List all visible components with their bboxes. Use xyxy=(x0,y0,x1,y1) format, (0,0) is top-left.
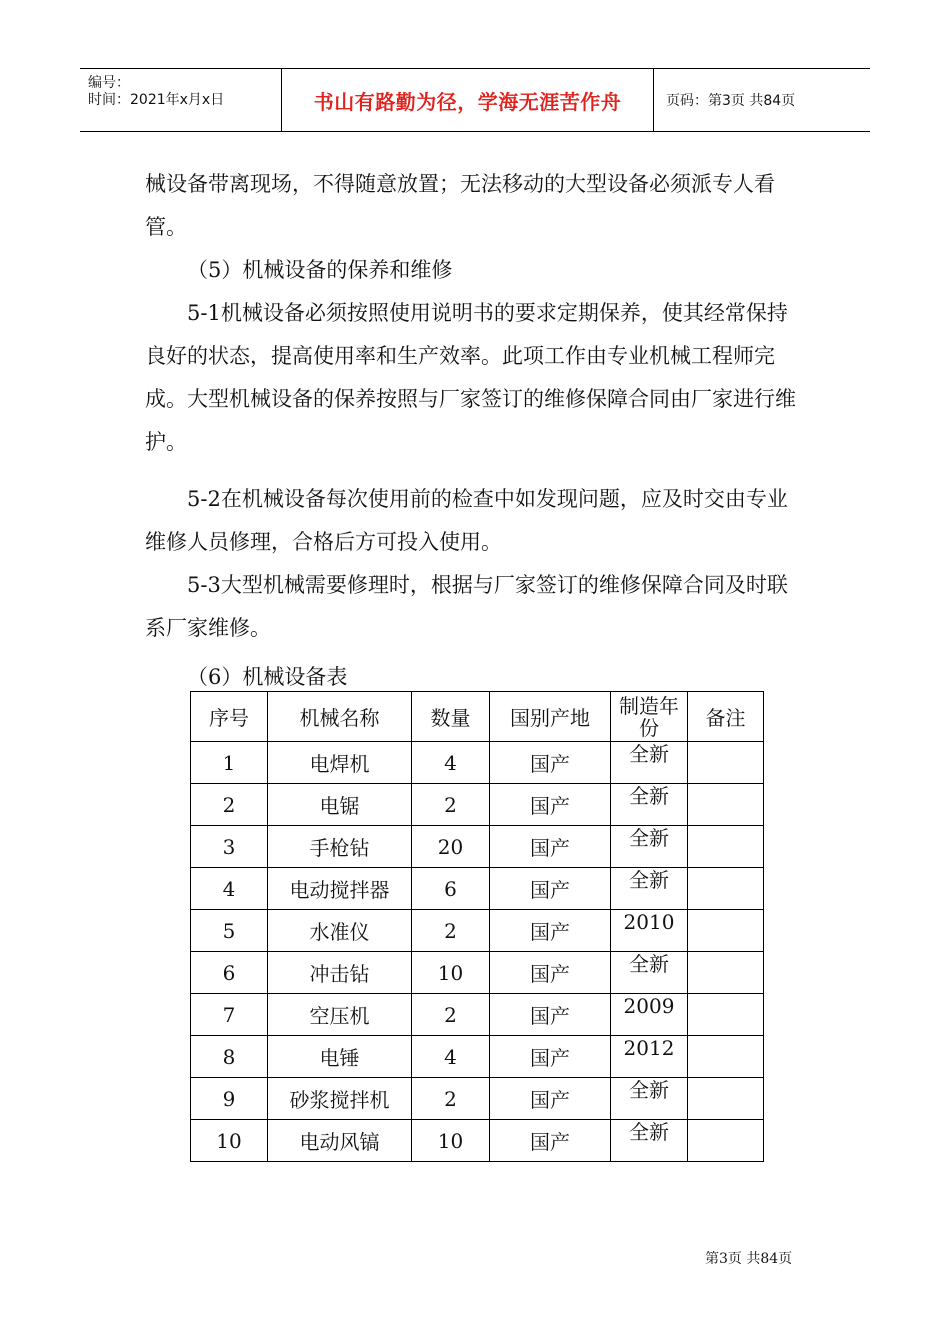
cell-remarks xyxy=(688,1036,764,1078)
cell-name: 电动风镐 xyxy=(268,1120,412,1162)
cell-year: 全新 xyxy=(611,1120,688,1162)
cell-index: 9 xyxy=(191,1078,268,1120)
table-row xyxy=(191,994,764,1036)
cell-year: 全新 xyxy=(611,742,688,784)
table-caption: （6）机械设备表 xyxy=(187,665,348,689)
header-cell-index: 序号 xyxy=(191,692,268,742)
table-row xyxy=(191,784,764,826)
cell-index: 2 xyxy=(191,784,268,826)
cell-name: 冲击钻 xyxy=(268,952,412,994)
header-page-info: 页码：第3页 共84页 xyxy=(666,93,796,109)
cell-index: 6 xyxy=(191,952,268,994)
cell-remarks xyxy=(688,742,764,784)
cell-name: 砂浆搅拌机 xyxy=(268,1078,412,1120)
cell-origin: 国产 xyxy=(490,1078,611,1120)
paragraph-5-1: 5-1机械设备必须按照使用说明书的要求定期保养，使其经常保持良好的状态，提高使用率和生产效率。此项工作由专业机械工程师完成。大型机械设备的保养按照与厂家签订的维修保障合同由厂家进行维护。 xyxy=(145,301,796,454)
cell-index: 10 xyxy=(191,1120,268,1162)
cell-quantity: 2 xyxy=(412,1078,490,1120)
header-cell-name: 机械名称 xyxy=(268,692,412,742)
cell-index: 8 xyxy=(191,1036,268,1078)
table-row xyxy=(191,1036,764,1078)
cell-origin: 国产 xyxy=(490,742,611,784)
cell-origin: 国产 xyxy=(490,1120,611,1162)
paragraph-continuation: 械设备带离现场，不得随意放置；无法移动的大型设备必须派专人看管。 xyxy=(145,172,775,239)
cell-name: 电焊机 xyxy=(268,742,412,784)
paragraph-5-3: 5-3大型机械需要修理时，根据与厂家签订的维修保障合同及时联系厂家维修。 xyxy=(145,573,788,640)
cell-remarks xyxy=(688,868,764,910)
header-cell-year: 制造年份 xyxy=(611,692,688,742)
cell-index: 7 xyxy=(191,994,268,1036)
header-cell-remarks: 备注 xyxy=(688,692,764,742)
cell-origin: 国产 xyxy=(490,826,611,868)
cell-quantity: 4 xyxy=(412,1036,490,1078)
cell-quantity: 2 xyxy=(412,784,490,826)
cell-year: 全新 xyxy=(611,1078,688,1120)
table-row xyxy=(191,742,764,784)
cell-quantity: 10 xyxy=(412,1120,490,1162)
equipment-table xyxy=(190,691,764,1162)
cell-year: 全新 xyxy=(611,868,688,910)
cell-name: 手枪钻 xyxy=(268,826,412,868)
page-footer: 第3页 共84页 xyxy=(705,1251,793,1267)
cell-name: 水准仪 xyxy=(268,910,412,952)
cell-remarks xyxy=(688,952,764,994)
table-row xyxy=(191,826,764,868)
cell-year: 2010 xyxy=(611,910,688,952)
cell-quantity: 10 xyxy=(412,952,490,994)
cell-name: 电锤 xyxy=(268,1036,412,1078)
cell-quantity: 4 xyxy=(412,742,490,784)
cell-year: 2012 xyxy=(611,1036,688,1078)
header-meta xyxy=(80,69,282,131)
cell-index: 3 xyxy=(191,826,268,868)
cell-remarks xyxy=(688,826,764,868)
cell-remarks xyxy=(688,1078,764,1120)
cell-year: 2009 xyxy=(611,994,688,1036)
header-motto: 书山有路勤为径，学海无涯苦作舟 xyxy=(282,69,654,131)
table-row xyxy=(191,910,764,952)
cell-origin: 国产 xyxy=(490,1036,611,1078)
document-time-label: 时间：2021年x月x日 xyxy=(88,92,225,108)
cell-year: 全新 xyxy=(611,826,688,868)
cell-index: 4 xyxy=(191,868,268,910)
table-row xyxy=(191,868,764,910)
cell-remarks xyxy=(688,994,764,1036)
table-row xyxy=(191,952,764,994)
cell-remarks xyxy=(688,1120,764,1162)
cell-origin: 国产 xyxy=(490,868,611,910)
header-cell-quantity: 数量 xyxy=(412,692,490,742)
page-header xyxy=(80,68,870,132)
cell-name: 电动搅拌器 xyxy=(268,868,412,910)
cell-origin: 国产 xyxy=(490,910,611,952)
table-row xyxy=(191,1078,764,1120)
cell-year: 全新 xyxy=(611,784,688,826)
cell-index: 5 xyxy=(191,910,268,952)
cell-year: 全新 xyxy=(611,952,688,994)
cell-quantity: 2 xyxy=(412,994,490,1036)
cell-origin: 国产 xyxy=(490,784,611,826)
table-header-row xyxy=(191,692,764,742)
cell-quantity: 20 xyxy=(412,826,490,868)
cell-remarks xyxy=(688,784,764,826)
cell-quantity: 2 xyxy=(412,910,490,952)
cell-name: 电锯 xyxy=(268,784,412,826)
cell-origin: 国产 xyxy=(490,994,611,1036)
table-row xyxy=(191,1120,764,1162)
paragraph-5-2: 5-2在机械设备每次使用前的检查中如发现问题，应及时交由专业维修人员修理，合格后方可投入使用。 xyxy=(145,487,788,554)
document-number-label: 编号： xyxy=(88,75,130,91)
cell-remarks xyxy=(688,910,764,952)
cell-index: 1 xyxy=(191,742,268,784)
cell-name: 空压机 xyxy=(268,994,412,1036)
section-heading-maintenance: （5）机械设备的保养和维修 xyxy=(187,258,453,282)
header-cell-origin: 国别产地 xyxy=(490,692,611,742)
cell-origin: 国产 xyxy=(490,952,611,994)
cell-quantity: 6 xyxy=(412,868,490,910)
